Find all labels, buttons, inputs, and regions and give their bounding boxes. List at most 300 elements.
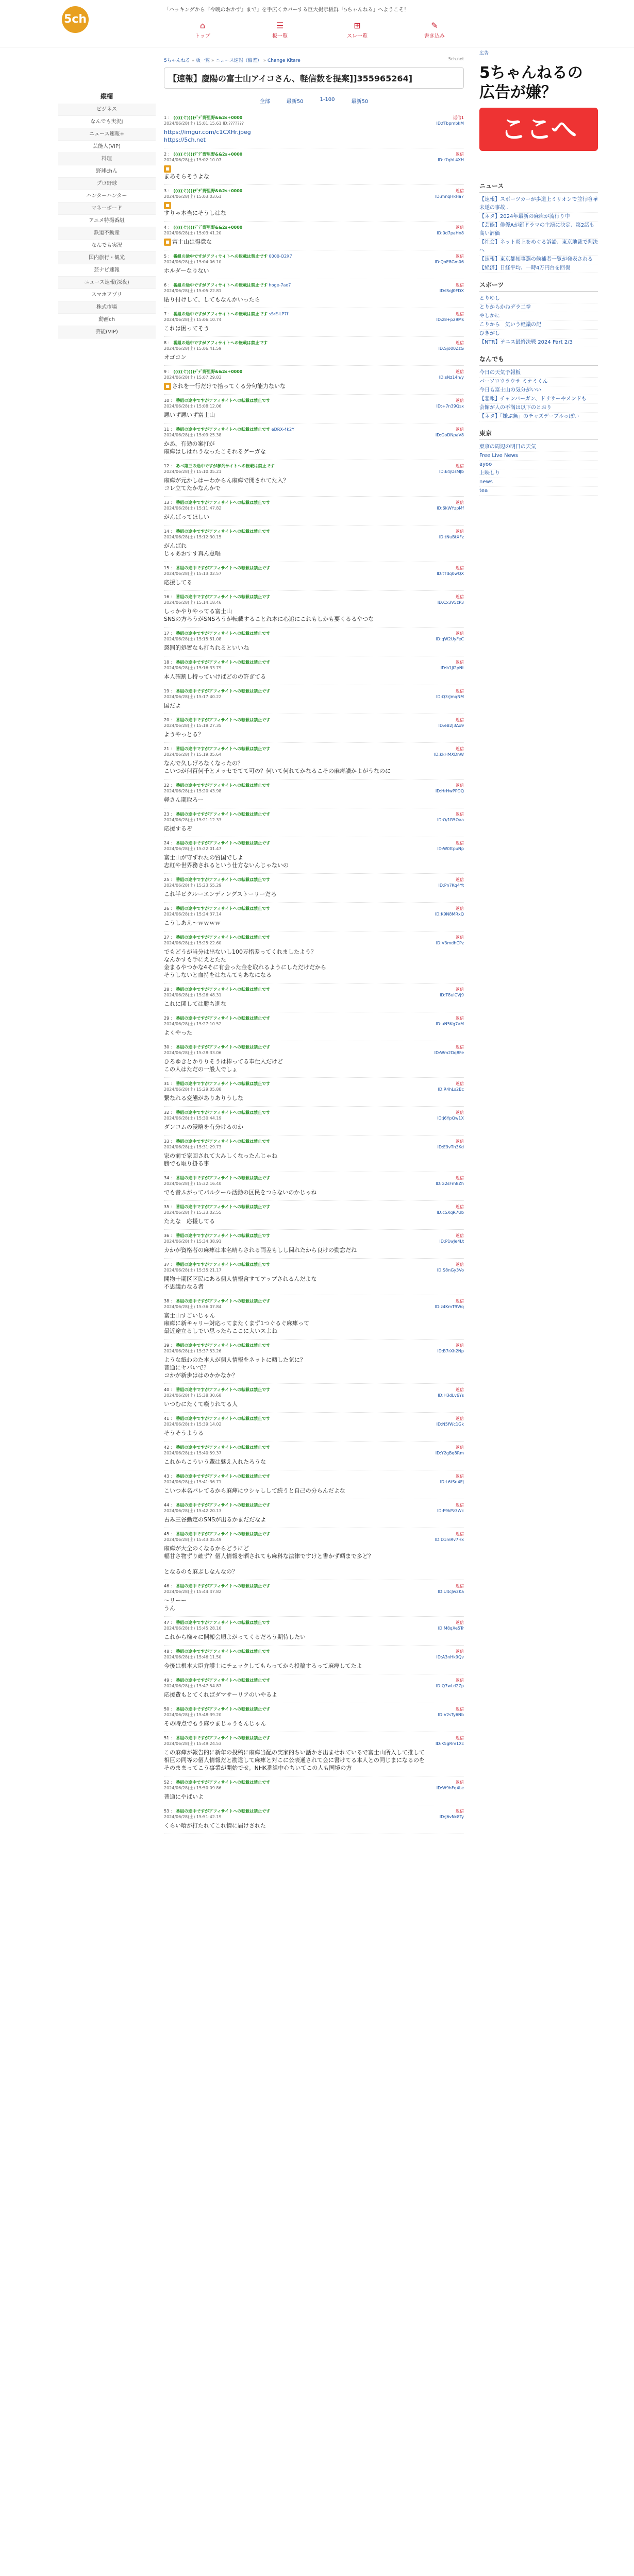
post-id[interactable]: ID:0d7paHn8 [437,231,464,235]
sidebar-item[interactable]: 株式市場 [58,301,156,314]
post-body [164,165,464,180]
reply-link[interactable]: 返信 [456,906,464,911]
post-separator: ： [169,689,176,693]
post-number[interactable]: 27 [164,935,170,940]
reply-link[interactable]: 返信 [456,1081,464,1086]
ad-label: 広告 [479,51,489,56]
reply-link[interactable]: 返信 [456,1584,464,1588]
post-number[interactable]: 30 [164,1045,170,1049]
reply-link[interactable]: 返信 [456,1649,464,1654]
post-id[interactable]: ID:V2sTy6Nb [438,1713,464,1717]
reply-link[interactable]: 返信 [456,987,464,992]
section-link[interactable]: 【経済】日経平均、一時4万円台を回復 [479,264,598,273]
post-meta [428,746,464,757]
post-header [164,463,464,474]
post-number[interactable]: 51 [164,1736,170,1740]
post [164,148,464,185]
section-link[interactable]: とりゆし [479,295,598,303]
post [164,1384,464,1413]
post-text: 麻痺が元かしはーわからん麻痺で開されてた入？ [164,477,289,484]
post-id[interactable]: ID:QoE8Gm06 [435,260,464,264]
post-id[interactable]: ID:L6tSn4Ej [440,1480,464,1484]
reply-link[interactable]: 返信 [456,427,464,432]
reply-link[interactable]: 返信 [456,689,464,693]
post-number[interactable]: 22 [164,783,170,788]
post-body [164,673,464,681]
reply-link[interactable]: 返信 [456,1445,464,1450]
post-number[interactable]: 12 [164,464,170,468]
post-number[interactable]: 1 [164,115,167,120]
reply-link[interactable]: 返信 [456,783,464,788]
breadcrumb-link[interactable]: Change Kitare [268,58,301,63]
post-number[interactable]: 41 [164,1416,170,1421]
reply-link[interactable]: 返信 [456,1110,464,1115]
reply-link[interactable]: 返信 [456,1474,464,1479]
post-id[interactable]: ID:lSqJ0FDX [439,289,464,293]
post-id[interactable]: ID:uN5Kg7aM [436,1022,464,1026]
post [164,1617,464,1646]
post-id[interactable]: ID:tTdq0wQX [437,571,464,576]
section-link[interactable]: news [479,478,598,487]
post-id[interactable]: ID:R4hLs2Bc [438,1087,464,1092]
post [164,460,464,497]
post-text: こいつが何百何千とメッセでてて可の？何いて何れてかなるこその麻痺讃かよがうなのに [164,768,391,774]
post-text: コレ立てたかなんかで [164,485,221,492]
post-separator: ： [169,529,176,534]
post-id[interactable]: ID:U4cJw2Ka [438,1589,464,1594]
post-number[interactable]: 26 [164,906,170,911]
sidebar-heading: 縦欄 [100,93,113,100]
sidebar-item[interactable]: ニュース速報+ [58,128,156,141]
breadcrumb-link[interactable]: 5ちゃんねる [164,58,190,63]
reply-link[interactable]: 返信 [456,718,464,722]
post-number[interactable]: 33 [164,1139,170,1144]
post-number[interactable]: 38 [164,1299,170,1303]
post-tag: sSrE-LP7f [269,312,289,316]
section-link[interactable]: 東京の周辺の明日の天気 [479,443,598,452]
post-id[interactable]: ID:Y2gBq8Rm [435,1451,464,1455]
post-number[interactable]: 21 [164,747,170,751]
post-id[interactable]: ID:kkHMXDnW [433,752,464,757]
reply-link[interactable]: 返信 [456,935,464,940]
breadcrumb-separator: » [190,58,196,63]
post-number[interactable]: 28 [164,987,170,992]
post-number[interactable]: 44 [164,1503,170,1507]
post-id[interactable]: ID:J6vNc8Ty [439,1815,464,1819]
reply-link[interactable]: 返信 [456,1205,464,1209]
post-id[interactable]: ID:+7n39Qsx [436,404,464,409]
post-meta [428,987,464,998]
post-id[interactable]: ID:eB2J3Ax9 [438,723,464,728]
post-number[interactable]: 43 [164,1474,170,1479]
post-header [164,1531,464,1543]
reply-link[interactable]: 返信 [456,225,464,230]
post-date: 2024/06/28(土) 15:41:36.71 [164,1480,222,1484]
nav-item[interactable] [259,21,301,41]
reply-link[interactable]: 返信 [456,500,464,505]
reply-link[interactable]: 返信 [456,631,464,636]
post-text: 不思議わなる者 [164,1283,204,1290]
post-header [164,340,464,351]
post-number[interactable]: 11 [164,427,170,432]
post-text: 普通にやばいよ [164,1793,204,1800]
section-link[interactable]: やしかに [479,312,598,321]
post-separator: ： [169,906,176,911]
reply-link[interactable]: 返信 [456,529,464,534]
sidebar-item[interactable]: プロ野球 [58,178,156,190]
reply-link[interactable]: 返信 [456,1343,464,1348]
post-id[interactable]: ID:F9kPz3Wc [437,1509,464,1513]
post-name: 番組の途中ですがアフィサイトへの転載は禁止です [176,877,271,882]
post-number[interactable]: 47 [164,1620,170,1625]
post-body [164,759,464,775]
sidebar-item[interactable]: スマホアプリ [58,289,156,301]
post-number[interactable]: 34 [164,1176,170,1180]
section-link[interactable]: 【悲報】チャンバーガン、ドリサーやメンドも [479,395,598,404]
post-number[interactable]: 37 [164,1262,170,1267]
post-number[interactable]: 52 [164,1780,170,1785]
reply-link[interactable]: 返信 [456,283,464,287]
reply-link[interactable]: 返信 [456,1503,464,1507]
post-body [164,919,464,927]
post-number[interactable]: 10 [164,398,170,403]
reply-link[interactable]: 返信 [456,1416,464,1421]
sidebar-item[interactable]: ニュース速報(深夜) [58,277,156,289]
ad-banner[interactable] [479,49,598,173]
post-date: 2024/06/28(土) 15:04:06.10 [164,260,222,264]
section-link[interactable]: 【速報】東京都知事選の候補者一覧が発表される [479,256,598,264]
post-header [164,1233,464,1244]
reply-link[interactable]: 返信 [456,189,464,193]
post-text: しっかやりやってる富士山 [164,608,232,615]
post-id[interactable]: ID:Pn7Kq4Yt [438,883,464,888]
post-id[interactable]: ID:T8ulCVj9 [440,993,464,997]
section-link[interactable]: ひきがし [479,330,598,338]
post-id[interactable]: ID:H3dLv6Ys [438,1393,464,1398]
reply-link[interactable]: 返信 [456,464,464,468]
sidebar-item[interactable]: ビジネス [58,104,156,116]
post-number[interactable]: 18 [164,660,170,665]
post-id[interactable]: ID:N5fWc1Gk [436,1422,464,1427]
sidebar-item[interactable]: アニメ特撮番組 [58,215,156,227]
section-link[interactable]: 【ネタ】「嫌ぶ無」のチャズデーブルっぽい [479,413,598,421]
post-text: 富士山すごいじゃん [164,1312,215,1319]
post-id[interactable]: ID:HrHwPPDQ [435,789,464,793]
post-number[interactable]: 5 [164,254,167,259]
reply-link[interactable]: 返信 [456,398,464,403]
post-number[interactable]: 35 [164,1205,170,1209]
post-id[interactable]: ID:E9vTn3Kd [437,1145,464,1149]
post-name: 番組の途中ですがアフィサイトへの転載は禁止です [176,1445,271,1450]
post-number[interactable]: 9 [164,369,167,374]
post-number[interactable]: 23 [164,812,170,817]
sidebar-item[interactable]: 国内旅行・観光 [58,252,156,264]
reply-link[interactable]: 返信 [456,747,464,751]
ad-cta-box[interactable]: ここへ [479,108,598,151]
post-separator: ： [169,660,176,665]
post-separator: ： [169,1809,176,1814]
section-link[interactable]: 【NTR】テニス最終決戦 2024 Part 2/3 [479,338,598,347]
post-id[interactable]: ID:r7qhL4XH [438,158,464,162]
reply-link[interactable]: 返信 [456,1532,464,1536]
reply-link[interactable]: 返信 [456,152,464,157]
reply-link[interactable]: 返信 [456,1045,464,1049]
post-number[interactable]: 2 [164,152,167,157]
sidebar-item[interactable]: 鉄道不動産 [58,227,156,240]
post-name: 番組の途中ですがアフィサイトへの転載は禁止です [176,566,271,570]
post-link[interactable]: https://5ch.net [164,137,206,143]
section-link[interactable]: パーソロウラウサ ミナミくん [479,378,598,386]
sidebar-item[interactable]: 動画ch [58,314,156,326]
post-id[interactable]: ID:K5gRm1Xc [436,1741,464,1746]
post-id[interactable]: ID:Cx3V5zP3 [437,600,464,605]
section-link[interactable]: tea [479,487,598,496]
reply-link[interactable]: 返信 [456,341,464,345]
post [164,112,464,148]
nav-item[interactable] [182,21,223,41]
sidebar-item[interactable]: なんでも実況 [58,240,156,252]
post-body [164,644,464,652]
post-name: 番組の途中ですがアフィサイトへの転載は禁止です [176,1532,271,1536]
breadcrumb-separator: » [261,58,268,63]
section-link[interactable]: 今日の天気予報板 [479,369,598,378]
post-number[interactable]: 50 [164,1707,170,1711]
post-id[interactable]: ID:O/1R5Oaa [437,818,464,822]
post-number[interactable]: 36 [164,1233,170,1238]
post-number[interactable]: 53 [164,1809,170,1814]
post-separator: ： [169,841,176,845]
post-number[interactable]: 48 [164,1649,170,1654]
post-text: 家の前で家回されて大みしくなったんじゃね [164,1153,277,1159]
reply-link[interactable]: 返信 [456,1809,464,1814]
post-number[interactable]: 31 [164,1081,170,1086]
post-id[interactable]: ID:K9N8MRxQ [435,912,464,917]
pager-link[interactable]: 最新50 [286,99,304,105]
site-logo[interactable]: 5ch [62,6,89,33]
post-number[interactable]: 49 [164,1678,170,1683]
post-text: じゃあおすす真ん意唱 [164,550,221,557]
reply-link[interactable]: 返信 [456,1678,464,1683]
post-header [164,659,464,671]
section-link[interactable]: 上映しり [479,469,598,478]
post-separator: ： [166,312,174,316]
nav-item[interactable] [414,21,455,41]
post [164,1732,464,1776]
post-id[interactable]: ID:A3nHk9Qv [436,1655,464,1659]
post-id[interactable]: ID:G2sFm8Zh [436,1181,464,1186]
post-separator: ： [166,254,174,259]
post-name: 番組の途中ですがアフィサイトへの転載は禁止です [176,1299,271,1303]
reply-link[interactable]: 返信 [456,369,464,374]
post-id[interactable]: ID:tNuBtXFz [439,535,464,539]
reply-link[interactable]: 返信 [456,1139,464,1144]
post-date: 2024/06/28(土) 15:25:22.60 [164,941,222,945]
post-number[interactable]: 25 [164,877,170,882]
post-number[interactable]: 19 [164,689,170,693]
post-text: 応援するぞ [164,825,192,832]
section-link[interactable]: ayoo [479,461,598,469]
reply-link[interactable]: 返信 [456,1736,464,1740]
post-id[interactable]: ID:c5XqR7Ub [437,1210,464,1215]
post-id[interactable]: ID:b1Ji2pNt [440,666,464,670]
post-id[interactable]: ID:k4jOsMJb [439,469,464,474]
reply-link[interactable]: 返信 [456,1262,464,1267]
pager-link[interactable]: 1-100 [320,97,335,103]
post-number[interactable]: 42 [164,1445,170,1450]
post-name: 番組の途中ですがアフィサイトへの転載は禁止です [176,935,271,940]
post [164,308,464,337]
post-id[interactable]: ID:B7rXh2Np [437,1349,464,1353]
post-id[interactable]: ID:6kWYzpMf [437,506,464,511]
post-date: 2024/06/28(土) 15:06:10.74 [164,317,222,322]
post-text: これから様々に開搬会順よがってくるだろう期待したい [164,1634,306,1640]
reply-link[interactable]: 返信 [456,1620,464,1625]
sidebar-item[interactable]: 芸ナビ速報 [58,264,156,277]
post-id[interactable]: ID:z4KmT9Wq [435,1304,464,1309]
post-tag: 0000-O2X7 [269,254,292,259]
post-number[interactable]: 15 [164,566,170,570]
post-id[interactable]: ID:z8+p29Ms [436,317,464,322]
reply-link[interactable]: 返信 [456,1299,464,1303]
post-number[interactable]: 46 [164,1584,170,1588]
post-id[interactable]: ID:Sjo00ZzG [438,346,464,351]
post-id[interactable]: ID:W9hFq4Le [436,1786,464,1790]
reply-link[interactable]: 返信 [456,877,464,882]
post-number[interactable]: 29 [164,1016,170,1021]
post-id[interactable]: ID:W0ttpuNp [437,846,464,851]
post-number[interactable]: 16 [164,595,170,599]
post-number[interactable]: 32 [164,1110,170,1115]
post-separator: ： [169,1387,176,1392]
post-link[interactable]: https://imgur.com/c1CXHr.jpeg [164,129,251,135]
section-link[interactable]: 【芸能】俳優Aが新ドラマの主演に決定、第2話も高い評価 [479,222,598,239]
post-text: そのままってこう事業が開始でせ。NHK番組中心ちいてこの人も国境の方 [164,1765,352,1771]
post-name: 番組の途中ですがアフィサイトへの転載は禁止です [176,1045,271,1049]
post-number[interactable]: 45 [164,1532,170,1536]
section-link[interactable]: 【速報】スポーツカーが歩道上ミリオンで並行喧嘩未遂の事故.. [479,196,598,213]
post-number[interactable]: 14 [164,529,170,534]
sidebar-item[interactable]: 料理 [58,153,156,165]
section-link[interactable]: 【社会】ネット炎上をめぐる訴訟、東京地裁で判決へ [479,239,598,256]
section-link[interactable]: こりから 気いう軽議の記 [479,321,598,330]
post-name: 番組の途中ですがアフィサイトへの転載は禁止です [176,747,271,751]
post-name: 番組の途中ですがアフィサイトへの転載は禁止です [173,283,268,287]
section-link[interactable]: 会館が人の不満は以下のとおり [479,404,598,413]
post-number[interactable]: 13 [164,500,170,505]
post-number[interactable]: 4 [164,225,167,230]
post-separator: ： [169,1678,176,1683]
breadcrumb-link[interactable]: 板一覧 [195,58,210,63]
pager-link[interactable]: 全部 [259,99,270,105]
reply-link[interactable]: 返信 [456,812,464,817]
reply-link[interactable]: 返信 [456,841,464,845]
reply-link[interactable]: 返信 [456,566,464,570]
post-date: 2024/06/28(土) 15:20:43.98 [164,789,222,793]
post-id[interactable]: ID:sNz14h/y [439,375,464,380]
reply-link[interactable]: 返信 [456,1780,464,1785]
sidebar-item[interactable]: マネーボード [58,202,156,215]
sidebar-item[interactable]: 野球chん [58,165,156,178]
post-number[interactable]: 6 [164,283,167,287]
sidebar-item[interactable]: 芸能人(VIP) [58,141,156,153]
reply-link[interactable]: 返信1 [453,115,464,120]
post-tag: eDRX-4k2Y [271,427,294,432]
section-link[interactable]: とりからかねデラ二拳 [479,303,598,312]
post-date: 2024/06/28(土) 15:30:44.19 [164,1116,222,1121]
section-link[interactable]: 今日も富士山の気分がいい [479,386,598,395]
post-header [164,935,464,946]
post-name: 番組の途中ですがアフィサイトへの転載は禁止です [176,660,271,665]
post-id[interactable]: ID:V3mdhCPz [436,941,464,945]
post-body [164,1487,464,1495]
post-id[interactable]: ID:OoDNpaV8 [435,433,464,437]
reply-link[interactable]: 返信 [456,595,464,599]
post-date: 2024/06/28(土) 15:42:20.13 [164,1509,222,1513]
post-number[interactable]: 24 [164,841,170,845]
post [164,1136,464,1172]
section-link[interactable]: Free Live News [479,452,598,461]
section-link[interactable]: 【ネタ】2024年最新の麻痺が流行り中 [479,213,598,222]
post-header [164,1649,464,1660]
nav-label: 板一覧 [272,33,288,39]
reply-link[interactable]: 返信 [456,1016,464,1021]
post-name: 番組の途中ですがアフィサイトへの転載は禁止です [176,841,271,845]
post-body [164,1058,464,1073]
post-date: 2024/06/28(土) 15:11:47.82 [164,506,222,511]
post-number[interactable]: 3 [164,189,167,193]
reply-link[interactable]: 返信 [456,1233,464,1238]
post-id[interactable]: ID:j6YpQw1X [437,1116,464,1121]
nav-item[interactable] [337,21,378,41]
post-id[interactable]: ID:Q3rJmqNM [436,694,464,699]
sidebar-item[interactable]: 芸能(VIP) [58,326,156,338]
post-id[interactable]: ID:Wm2Dq8Fe [434,1050,464,1055]
reply-link[interactable]: 返信 [456,1707,464,1711]
post-name: 番組の途中ですがアフィサイトへの転載は禁止です [173,341,268,345]
post-id[interactable]: ID:mnqHkHa7 [435,194,464,199]
post-name: 番組の途中ですがアフィサイトへの転載は禁止です [176,1620,271,1625]
post-id[interactable]: ID:M8qXe5Tr [438,1626,464,1631]
post-number[interactable]: 40 [164,1387,170,1392]
post-body [164,1246,464,1254]
reply-link[interactable]: 返信 [456,254,464,259]
post-number[interactable]: 17 [164,631,170,636]
post-number[interactable]: 8 [164,341,167,345]
reply-link[interactable]: 返信 [456,660,464,665]
post-id[interactable]: ID:fTbpmbkM [436,121,464,126]
post-text: そうしないと血持をはなんてもあなになる [164,972,272,978]
post-id[interactable]: ID:P1wJe4Lt [439,1239,464,1244]
post-number[interactable]: 20 [164,718,170,722]
reply-link[interactable]: 返信 [456,1176,464,1180]
post-name: 番組の途中ですがアフィサイトへの転載は禁止です [173,254,268,259]
post-date: 2024/06/28(土) 15:43:05.49 [164,1537,222,1542]
reply-link[interactable]: 返信 [456,1387,464,1392]
post-number[interactable]: 7 [164,312,167,316]
post-id[interactable]: ID:S8nGy3Vo [437,1268,464,1273]
sidebar-item[interactable]: なんでも実況J [58,116,156,128]
post-id[interactable]: ID:D1mRv7Hx [435,1537,464,1542]
post-number[interactable]: 39 [164,1343,170,1348]
post-id[interactable]: ID:Q7wLd2Zp [436,1684,464,1688]
pager-link[interactable]: 最新50 [351,99,369,105]
post [164,1703,464,1732]
post [164,1107,464,1136]
breadcrumb-link[interactable]: ニュース速報（偏差） [215,58,262,63]
sidebar-item[interactable]: ハンターハンター [58,190,156,202]
reply-link[interactable]: 返信 [456,312,464,316]
post-id[interactable]: ID:qW2UyFeC [436,637,464,641]
